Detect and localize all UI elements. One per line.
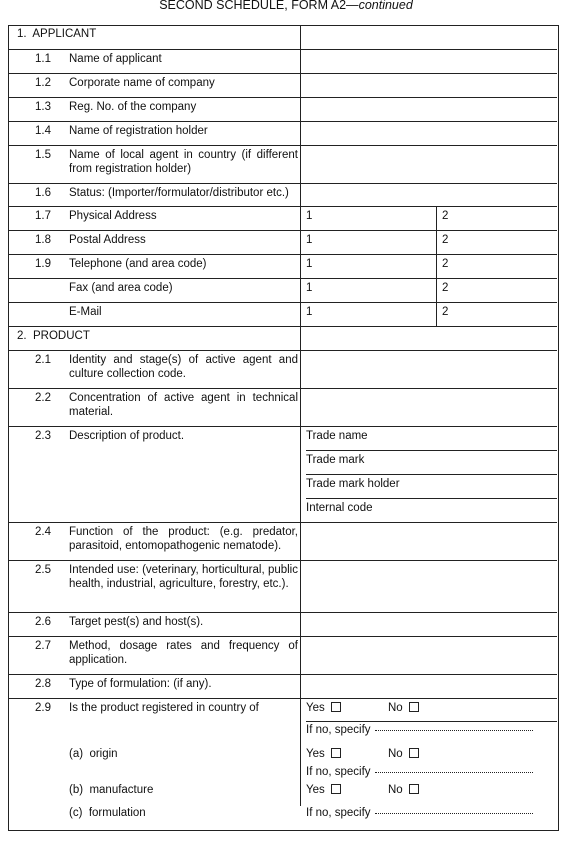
row-number: 2.9 [35, 702, 51, 714]
trade-name-label: Trade name [306, 430, 368, 442]
internal-code-label: Internal code [306, 502, 373, 514]
yes-label: Yes [306, 748, 325, 760]
sub-b-label: manufacture [89, 784, 154, 796]
divider [9, 636, 557, 637]
divider [9, 206, 557, 207]
row-number: 2.2 [35, 392, 51, 404]
sub-a-label: origin [89, 748, 118, 760]
row-number: 1.9 [35, 258, 51, 270]
telephone-2[interactable]: 2 [442, 258, 449, 270]
address-column-divider [436, 206, 437, 326]
row-label: Corporate name of company [69, 77, 215, 89]
sub-a-letter: (a) [69, 748, 84, 760]
if-no-label: If no, specify [306, 724, 371, 736]
row-number: 1.2 [35, 77, 51, 89]
row-number: 1.7 [35, 210, 51, 222]
row-number: 1.5 [35, 149, 51, 161]
registered-no[interactable] [388, 702, 419, 716]
row-label: Intended use: (veterinary, horticultural, public health, industrial, agriculture, forestry, etc.). [69, 564, 298, 590]
divider [9, 426, 557, 427]
specify-line[interactable] [375, 813, 533, 814]
specify-line[interactable] [375, 772, 533, 773]
section1-number: 1. [17, 28, 27, 40]
fax-2[interactable]: 2 [442, 282, 449, 294]
application-form [8, 25, 559, 831]
no-label: No [388, 702, 403, 714]
row-label: Name of applicant [69, 53, 162, 65]
section-applicant-header [9, 26, 557, 50]
row-number: 2.4 [35, 526, 51, 538]
address-line-1[interactable]: 1 [306, 210, 313, 222]
divider [9, 230, 557, 231]
postal-line-1[interactable]: 1 [306, 234, 313, 246]
yes-checkbox[interactable] [331, 748, 341, 758]
yes-label: Yes [306, 702, 325, 714]
telephone-1[interactable]: 1 [306, 258, 313, 270]
page-title-continued: continued [358, 0, 413, 12]
section2-number: 2. [17, 330, 27, 342]
row-number: 2.1 [35, 354, 51, 366]
column-divider [300, 26, 301, 806]
sub-b [69, 784, 153, 798]
row-label: Postal Address [69, 234, 146, 246]
row-number: 2.5 [35, 564, 51, 576]
divider [9, 49, 557, 50]
yes-checkbox[interactable] [331, 784, 341, 794]
sub-c-label: formulation [88, 807, 146, 819]
section2-title: PRODUCT [32, 330, 90, 342]
row-label: Fax (and area code) [69, 282, 173, 294]
row-label: Type of formulation: (if any). [69, 678, 212, 690]
manufacture-no[interactable] [388, 784, 419, 798]
sub-b-letter: (b) [69, 784, 84, 796]
page-title [0, 0, 572, 12]
divider [9, 326, 557, 327]
divider [9, 698, 557, 699]
page-title-main: SECOND SCHEDULE, FORM A2— [159, 0, 359, 12]
row-label: Status: (Importer/formulator/distributor etc.) [69, 187, 289, 199]
divider [9, 612, 557, 613]
divider [306, 474, 557, 475]
row-label: E-Mail [69, 306, 102, 318]
row-label: Physical Address [69, 210, 157, 222]
no-checkbox[interactable] [409, 784, 419, 794]
divider [9, 254, 557, 255]
specify-line[interactable] [375, 730, 533, 731]
divider [9, 183, 557, 184]
row-label: Name of local agent in country (if different from registration holder) [69, 149, 298, 175]
divider [9, 388, 557, 389]
trade-mark-holder-label: Trade mark holder [306, 478, 400, 490]
sub-c [69, 807, 146, 821]
row-number: 2.3 [35, 430, 51, 442]
row-number: 1.6 [35, 187, 51, 199]
row-number: 1.4 [35, 125, 51, 137]
row-label: Target pest(s) and host(s). [69, 616, 204, 628]
row-number: 2.7 [35, 640, 51, 652]
sub-c-letter: (c) [69, 807, 83, 819]
row-number: 2.8 [35, 678, 51, 690]
row-number: 1.8 [35, 234, 51, 246]
yes-checkbox[interactable] [331, 702, 341, 712]
row-number: 2.6 [35, 616, 51, 628]
row-label: Identity and stage(s) of active agent and culture collection code. [69, 354, 298, 380]
if-no-label: If no, specify [306, 766, 371, 778]
row-label: Telephone (and area code) [69, 258, 207, 270]
if-no-label: If no, specify [306, 807, 371, 819]
sub-a [69, 748, 118, 762]
divider [9, 73, 557, 74]
origin-no[interactable] [388, 748, 419, 762]
trade-mark-label: Trade mark [306, 454, 365, 466]
origin-yes[interactable] [306, 748, 341, 762]
yes-label: Yes [306, 784, 325, 796]
row-number: 1.3 [35, 101, 51, 113]
formulation-if-no-specify[interactable] [306, 807, 533, 821]
registered-yes[interactable] [306, 702, 341, 716]
divider [9, 302, 557, 303]
no-label: No [388, 784, 403, 796]
row-label: Name of registration holder [69, 125, 208, 137]
no-label: No [388, 748, 403, 760]
row-label: Is the product registered in country of [69, 702, 259, 714]
row-label: Concentration of active agent in technical material. [69, 392, 298, 418]
divider [9, 97, 557, 98]
manufacture-yes[interactable] [306, 784, 341, 798]
divider [9, 278, 557, 279]
divider [9, 121, 557, 122]
origin-if-no-specify[interactable] [306, 766, 533, 780]
postal-line-2[interactable]: 2 [442, 234, 449, 246]
email-2[interactable]: 2 [442, 306, 449, 318]
row-label: Method, dosage rates and frequency of application. [69, 640, 298, 666]
row-label: Reg. No. of the company [69, 101, 197, 113]
row-number: 1.1 [35, 53, 51, 65]
if-no-specify-field[interactable] [306, 724, 533, 738]
divider [9, 560, 557, 561]
address-line-2[interactable]: 2 [442, 210, 449, 222]
divider [9, 350, 557, 351]
divider [9, 674, 557, 675]
row-label: Function of the product: (e.g. predator, parasitoid, entomopathogenic nematode). [69, 526, 298, 552]
no-checkbox[interactable] [409, 748, 419, 758]
section1-title: APPLICANT [32, 28, 97, 40]
divider [306, 721, 557, 722]
no-checkbox[interactable] [409, 702, 419, 712]
email-1[interactable]: 1 [306, 306, 313, 318]
divider [9, 522, 557, 523]
row-label: Description of product. [69, 430, 185, 442]
divider [306, 450, 557, 451]
divider [306, 498, 557, 499]
fax-1[interactable]: 1 [306, 282, 313, 294]
divider [9, 145, 557, 146]
